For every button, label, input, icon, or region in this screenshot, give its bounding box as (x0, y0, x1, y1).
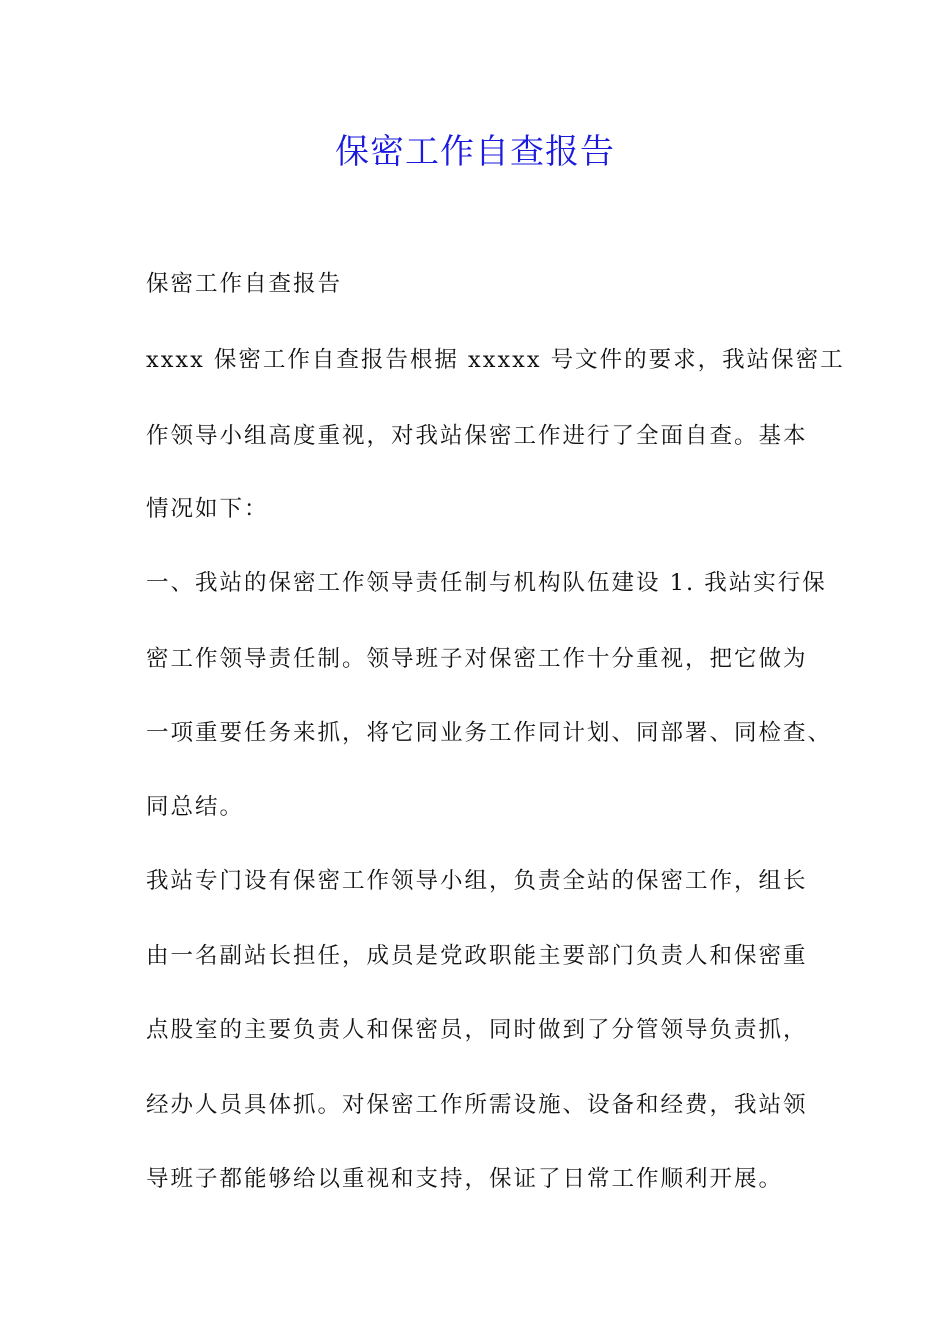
body-line: 经办人员具体抓。对保密工作所需设施、设备和经费，我站领 (146, 1092, 808, 1118)
body-subtitle: 保密工作自查报告 (146, 271, 343, 297)
body-line: 密工作领导责任制。领导班子对保密工作十分重视，把它做为 (146, 646, 808, 672)
body-line: 一项重要任务来抓，将它同业务工作同计划、同部署、同检查、 (146, 720, 833, 746)
body-line: 情况如下： (146, 496, 269, 522)
document-title: 保密工作自查报告 (335, 132, 615, 172)
body-line: xxxx 保密工作自查报告根据 xxxxx 号文件的要求，我站保密工 (146, 347, 845, 373)
body-line: 我站专门设有保密工作领导小组，负责全站的保密工作，组长 (146, 868, 808, 894)
body-line: 导班子都能够给以重视和支持，保证了日常工作顺利开展。 (146, 1166, 784, 1192)
body-line: 一、我站的保密工作领导责任制与机构队伍建设 1. 我站实行保 (146, 570, 827, 596)
body-line: 同总结。 (146, 794, 245, 820)
body-line: 作领导小组高度重视，对我站保密工作进行了全面自查。基本 (146, 423, 808, 449)
body-line: 由一名副站长担任，成员是党政职能主要部门负责人和保密重 (146, 943, 808, 969)
body-line: 点股室的主要负责人和保密员，同时做到了分管领导负责抓， (146, 1017, 808, 1043)
